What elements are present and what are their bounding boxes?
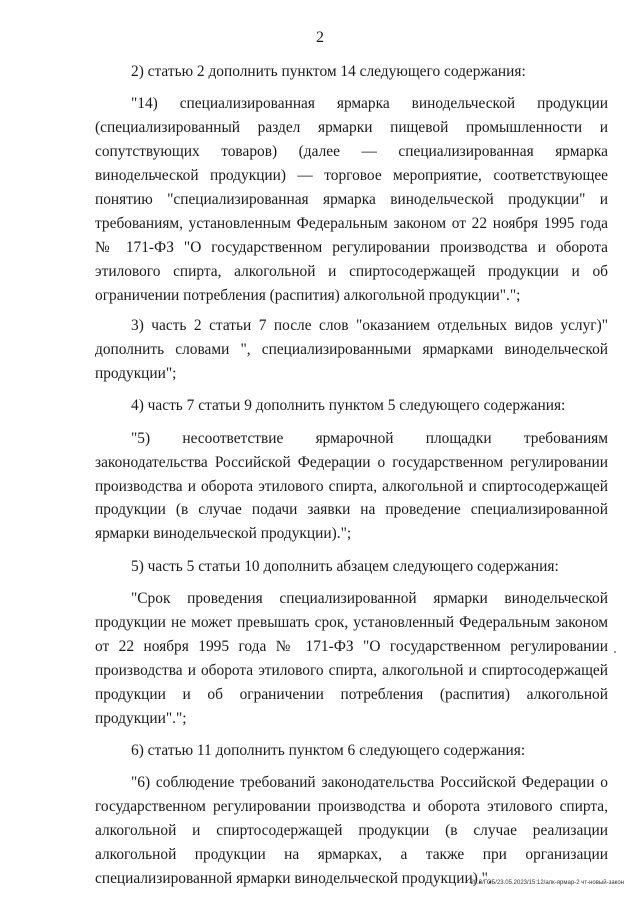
amendment-text-item-14: "14) специализированная ярмарка винодельческой продукции (специализированный раздел ярмарки пищевой промышленности и сопутствующих товаров) (далее — специализированная ярмарка винодельческой продукции) — торговое мероприятие, соответствующее понятию "специализированная ярмарка винодельческой продукции" и требованиям, установленным Федеральным законом от 22 ноября 1995 года № 171-ФЗ "О государственном регулировании производства и оборота этилового спирта, алкогольной и спиртосодержащей продукции и об ограничении потребления (распития) алкогольной продукции"."; xyxy=(95,95,608,304)
amendment-text-paragraph: "Срок проведения специализированной ярмарки винодельческой продукции не может превышать срок, установленный Федеральным законом от 22 ноября 1995 года № 171-ФЗ "О государственном регулировании производства и оборота этилового спирта, алкогольной и спиртосодержащей продукции и об ограничении потребления (распития) алкогольной продукции"."; xyxy=(95,590,608,727)
amendment-text-item-5: "5) несоответствие ярмарочной площадки требованиям законодательства Российской Федерации о государственном регулировании производства и оборота этилового спирта, алкогольной и спиртосодержащей продукции (в случае подачи заявки на проведение специализированной ярмарки винодельческой продукции)."; xyxy=(95,429,608,543)
scan-margin-mark xyxy=(614,651,616,653)
page-number: 2 xyxy=(316,29,324,46)
amendment-item-6: 6) статью 11 дополнить пунктом 6 следующего содержания: xyxy=(131,742,526,760)
footer-document-reference: 20.3/ГОБ/23.05.2023/15:12/алк-ярмар-2 чт-новый-закон xyxy=(470,880,624,886)
document-body xyxy=(95,60,608,891)
amendment-text-item-6: "6) соблюдение требований законодательства Российской Федерации о государственном регулировании производства и оборота этилового спирта, алкогольной и спиртосодержащей продукции (в случае реализации алкогольной продукции на ярмарках, а также при организации специализированной ярмарки винодельческой продукции).". xyxy=(95,774,608,888)
amendment-item-2: 2) статью 2 дополнить пунктом 14 следующего содержания: xyxy=(131,63,526,80)
amendment-item-5: 5) часть 5 статьи 10 дополнить абзацем следующего содержания: xyxy=(131,557,559,575)
amendment-item-4: 4) часть 7 статьи 9 дополнить пунктом 5 следующего содержания: xyxy=(131,397,566,415)
amendment-item-3: 3) часть 2 статьи 7 после слов "оказанием отдельных видов услуг)" дополнить словами ", специализированными ярмарками винодельческой продукции"; xyxy=(95,317,608,382)
